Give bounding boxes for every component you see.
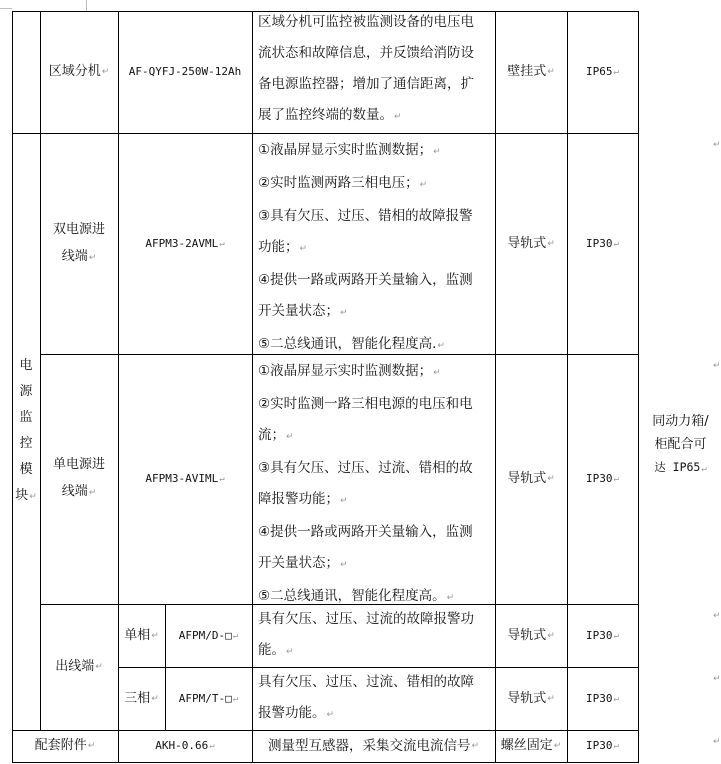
- single-inlet-mount: 导轨式 ↵: [507, 471, 555, 486]
- edge-mark: ↵: [713, 140, 721, 150]
- edge-mark: ↵: [713, 611, 721, 621]
- dual-inlet-mount: 导轨式 ↵: [507, 235, 555, 251]
- regional-description: 区域分机可监控被监测设备的电压电 流状态和故障信息，并反馈给消防设 备电源监控器；增加了通信距离，扩 展了监控终端的数量。↵: [258, 14, 474, 123]
- regional-ip: IP65 ↵: [586, 65, 619, 78]
- single-phase-label: 单相 ↵: [124, 627, 159, 643]
- regional-model: AF-QYFJ-250W-12Ah: [128, 65, 242, 78]
- three-phase-model: AFPM/T-□ ↵: [178, 691, 239, 705]
- single-inlet-name: 单电源进 线端↵: [52, 457, 105, 499]
- accessory-mount: 螺丝固定 ↵: [500, 738, 562, 753]
- single-phase-mount: 导轨式 ↵: [507, 627, 555, 643]
- three-phase-ip: IP30 ↵: [586, 691, 619, 705]
- edge-mark: ↵: [713, 674, 721, 684]
- three-phase-description: 具有欠压、过压、过流、错相的故障 报警功能。↵: [258, 674, 474, 721]
- protection-note: 同动力箱/ 柜配合可 达 IP65↵: [652, 413, 709, 474]
- regional-name: 区域分机 ↵: [48, 64, 110, 79]
- single-inlet-ip: IP30 ↵: [586, 472, 619, 485]
- regional-mount: 壁挂式 ↵: [507, 64, 555, 79]
- single-phase-ip: IP30 ↵: [586, 628, 619, 642]
- three-phase-label: 三相 ↵: [124, 690, 159, 706]
- accessory-model: AKH-0.66 ↵: [155, 739, 215, 752]
- edge-mark: ↵: [713, 737, 721, 747]
- dual-inlet-description: ①液晶屏显示实时监测数据；↵ ②实时监测两路三相电压；↵ ③具有欠压、过压、错相的故障报警 功能；↵ ④提供一路或两路开关量输入，监测 开关量状态；↵ ⑤二总线通讯，智能化程度高.↵: [258, 142, 473, 352]
- accessory-description: 测量型互感器，采集交流电流信号 ↵: [267, 738, 480, 754]
- single-inlet-model: AFPM3-AVIML ↵: [145, 472, 225, 485]
- accessory-ip: IP30 ↵: [586, 739, 619, 752]
- single-phase-model: AFPM/D-□ ↵: [178, 628, 239, 642]
- three-phase-mount: 导轨式 ↵: [507, 690, 555, 706]
- dual-inlet-model: AFPM3-2AVML ↵: [145, 236, 225, 250]
- accessory-name: 配套附件 ↵: [34, 738, 96, 753]
- power-monitor-module-label: 电 源 监 控 模 块↵: [15, 358, 37, 503]
- dual-inlet-ip: IP30 ↵: [586, 236, 619, 250]
- edge-mark: ↵: [713, 361, 721, 371]
- single-inlet-description: ①液晶屏显示实时监测数据；↵ ②实时监测一路三相电源的电压和电 流；↵ ③具有欠压、过压、过流、错相的故 障报警功能；↵ ④提供一路或两路开关量输入，监测 开关量状态；↵ ⑤二总线通讯，智能化程度高。↵: [258, 363, 473, 604]
- dual-inlet-name: 双电源进 线端↵: [52, 221, 105, 264]
- single-phase-description: 具有欠压、过压、过流的故障报警功 能。↵: [258, 611, 474, 658]
- outlet-name: 出线端 ↵: [55, 659, 103, 674]
